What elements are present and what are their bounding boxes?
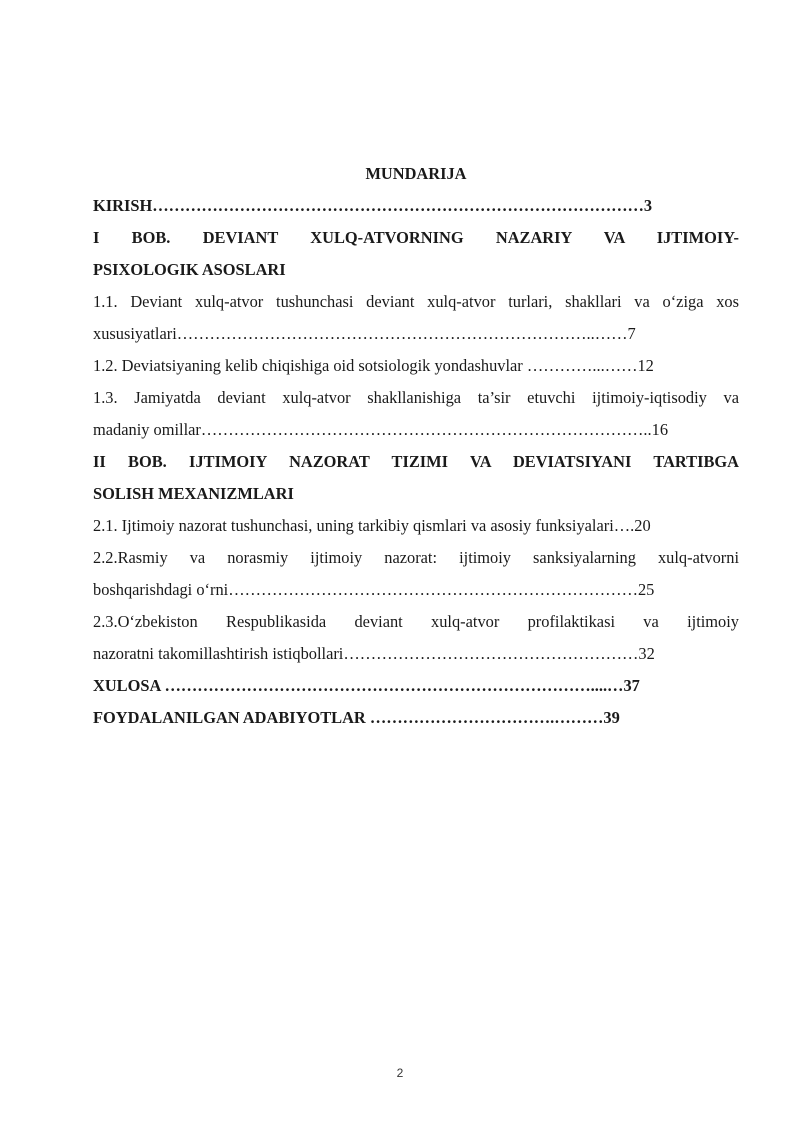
toc-line: PSIXOLOGIK ASOSLARI — [93, 260, 286, 279]
page-number: 2 — [396, 1066, 404, 1080]
toc-line: xususiyatlari…………………………………………………………………..……7 — [93, 324, 636, 343]
toc-line: 2.2.Rasmiy va norasmiy ijtimoiy nazorat: ijtimoiy sanksiyalarning xulq-atvorni — [93, 548, 739, 567]
toc-line: KIRISH………………………………………………………………………………3 — [93, 196, 653, 215]
toc-line: 1.2. Deviatsiyaning kelib chiqishiga oid sotsiologik yondashuvlar …………...……12 — [93, 356, 654, 375]
toc-line: II BOB. IJTIMOIY NAZORAT TIZIMI VA DEVIATSIYANI TARTIBGA — [93, 452, 739, 471]
toc-line: boshqarishdagi oʻrni…………………………………………………………………25 — [93, 580, 655, 599]
toc-entry-section-1-1[interactable] — [93, 286, 739, 350]
table-of-contents — [93, 158, 739, 734]
toc-line: I BOB. DEVIANT XULQ-ATVORNING NAZARIY VA IJTIMOIY- — [93, 228, 739, 247]
toc-line: 1.1. Deviant xulq-atvor tushunchasi deviant xulq-atvor turlari, shakllari va oʻziga xos — [93, 292, 739, 311]
toc-entry-kirish[interactable] — [93, 190, 739, 222]
page-title: MUNDARIJA — [365, 164, 467, 183]
toc-entry-chapter-2[interactable] — [93, 446, 739, 510]
toc-line: 2.3.Oʻzbekiston Respublikasida deviant xulq-atvor profilaktikasi va ijtimoiy — [93, 612, 739, 631]
toc-entry-references[interactable] — [93, 702, 739, 734]
toc-line: SOLISH MEXANIZMLARI — [93, 484, 294, 503]
toc-line: 2.1. Ijtimoiy nazorat tushunchasi, uning tarkibiy qismlari va asosiy funksiyalari….20 — [93, 516, 651, 535]
toc-entry-xulosa[interactable] — [93, 670, 739, 702]
toc-entry-chapter-1[interactable] — [93, 222, 739, 286]
toc-line: nazoratni takomillashtirish istiqbollari………………………………………………32 — [93, 644, 655, 663]
toc-entry-section-2-1[interactable] — [93, 510, 739, 542]
toc-entry-section-2-2[interactable] — [93, 542, 739, 606]
toc-entry-section-1-3[interactable] — [93, 382, 739, 446]
toc-line: FOYDALANILGAN ADABIYOTLAR …………………………….………39 — [93, 708, 620, 727]
toc-line: madaniy omillar………………………………………………………………………..16 — [93, 420, 669, 439]
toc-line: 1.3. Jamiyatda deviant xulq-atvor shakllanishiga ta’sir etuvchi ijtimoiy-iqtisodiy va — [93, 388, 739, 407]
toc-entry-section-2-3[interactable] — [93, 606, 739, 670]
toc-line: XULOSA ……………………………………………………………………....…37 — [93, 676, 640, 695]
toc-entry-section-1-2[interactable] — [93, 350, 739, 382]
